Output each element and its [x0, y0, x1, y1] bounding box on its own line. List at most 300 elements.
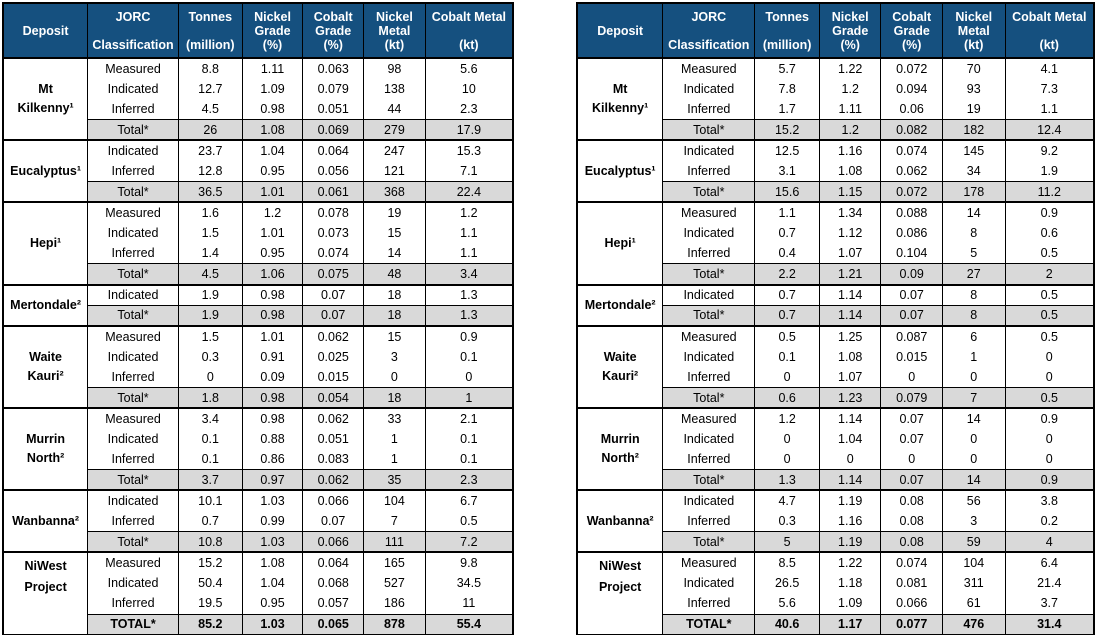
- value-cell: 0.104: [881, 243, 943, 264]
- col-header-title: Cobalt Grade: [892, 10, 932, 38]
- value-cell: 0: [1005, 429, 1094, 450]
- value-cell: 1.14: [819, 470, 881, 491]
- value-cell: 1.22: [819, 58, 881, 79]
- data-row: [3, 552, 513, 573]
- value-cell: 1.01: [242, 326, 303, 347]
- col-header-cobalt-grade: [303, 3, 364, 58]
- deposit-name-line: Waite: [603, 349, 637, 364]
- value-cell: 48: [364, 264, 426, 285]
- classification-cell: Indicated: [88, 285, 179, 306]
- col-header-wrap: [820, 4, 881, 57]
- value-cell: 1.11: [819, 99, 881, 120]
- deposit-cell: [577, 408, 663, 490]
- col-header-unit: (kt): [384, 38, 405, 52]
- col-header-title: Tonnes: [188, 10, 233, 24]
- value-cell: 0.5: [1005, 388, 1094, 409]
- classification-cell: Inferred: [663, 367, 755, 388]
- value-cell: 0.063: [303, 58, 364, 79]
- value-cell: 1.25: [819, 326, 881, 347]
- value-cell: 12.7: [178, 79, 242, 100]
- deposit-cell: [3, 140, 88, 202]
- value-cell: 1.08: [242, 120, 303, 141]
- value-cell: 0: [942, 429, 1005, 450]
- value-cell: 0.5: [755, 326, 820, 347]
- classification-cell: Inferred: [88, 367, 179, 388]
- data-row: [3, 202, 513, 223]
- value-cell: 12.8: [178, 161, 242, 182]
- value-cell: 182: [942, 120, 1005, 141]
- col-header-wrap: [943, 4, 1005, 57]
- deposit-cell: [577, 285, 663, 326]
- value-cell: 0.07: [303, 305, 364, 326]
- col-header-unit: (kt): [459, 38, 479, 52]
- classification-cell: Inferred: [88, 161, 179, 182]
- classification-cell: Indicated: [663, 285, 755, 306]
- value-cell: 19: [942, 99, 1005, 120]
- deposit-cell: [3, 552, 88, 634]
- value-cell: 0: [364, 367, 426, 388]
- value-cell: 0.7: [755, 223, 820, 244]
- value-cell: 7.1: [425, 161, 513, 182]
- value-cell: 27: [942, 264, 1005, 285]
- value-cell: 19.5: [178, 593, 242, 614]
- value-cell: 0.3: [755, 511, 820, 532]
- value-cell: 0.1: [425, 346, 513, 367]
- deposit-name-line: Kauri²: [602, 368, 639, 383]
- value-cell: 4.7: [755, 490, 820, 511]
- value-cell: 40.6: [755, 614, 820, 635]
- classification-cell: Total*: [88, 305, 179, 326]
- value-cell: 0.5: [1005, 285, 1094, 306]
- classification-cell: Indicated: [663, 573, 755, 594]
- col-header-title: Nickel Metal: [375, 10, 413, 38]
- value-cell: 1.03: [242, 532, 303, 553]
- value-cell: 0.072: [881, 182, 943, 203]
- classification-cell: Measured: [663, 58, 755, 79]
- value-cell: 15.3: [425, 140, 513, 161]
- deposit-cell: [3, 408, 88, 490]
- value-cell: 0.07: [881, 408, 943, 429]
- classification-cell: Inferred: [88, 99, 179, 120]
- value-cell: 8.8: [178, 58, 242, 79]
- value-cell: 31.4: [1005, 614, 1094, 635]
- value-cell: 476: [942, 614, 1005, 635]
- value-cell: 1.12: [819, 223, 881, 244]
- value-cell: 0.062: [303, 408, 364, 429]
- value-cell: 93: [942, 79, 1005, 100]
- value-cell: 165: [364, 552, 426, 573]
- classification-cell: Measured: [88, 202, 179, 223]
- classification-cell: Indicated: [663, 79, 755, 100]
- value-cell: 1.2: [755, 408, 820, 429]
- value-cell: 1.01: [242, 182, 303, 203]
- value-cell: 3.4: [425, 264, 513, 285]
- value-cell: 1.9: [178, 305, 242, 326]
- classification-cell: Measured: [88, 326, 179, 347]
- classification-cell: Inferred: [663, 449, 755, 470]
- value-cell: 1.1: [755, 202, 820, 223]
- classification-cell: Inferred: [663, 161, 755, 182]
- value-cell: 0: [755, 429, 820, 450]
- col-header-title: JORC: [115, 10, 151, 24]
- value-cell: 2.1: [425, 408, 513, 429]
- deposit-name-line: Project: [24, 579, 67, 594]
- value-cell: 0: [755, 449, 820, 470]
- value-cell: 0: [942, 449, 1005, 470]
- value-cell: 6.4: [1005, 552, 1094, 573]
- col-header-title: Nickel Metal: [955, 10, 993, 38]
- deposit-name-line: Wanbanna²: [586, 513, 654, 528]
- col-header-wrap: [88, 4, 178, 57]
- value-cell: 0.065: [303, 614, 364, 635]
- deposit-name-line: NiWest: [599, 559, 642, 574]
- col-header-nickel-metal: [364, 3, 426, 58]
- value-cell: 1.07: [819, 367, 881, 388]
- classification-cell: Total*: [88, 388, 179, 409]
- col-header-jorc-classification: [663, 3, 755, 58]
- value-cell: 0: [942, 367, 1005, 388]
- classification-cell: TOTAL*: [88, 614, 179, 635]
- value-cell: 6: [942, 326, 1005, 347]
- value-cell: 26: [178, 120, 242, 141]
- data-row: [3, 285, 513, 306]
- value-cell: 1.16: [819, 140, 881, 161]
- left-table-mount: [2, 2, 514, 635]
- classification-cell: Total*: [88, 264, 179, 285]
- value-cell: 0.91: [242, 346, 303, 367]
- col-header-wrap: [303, 4, 363, 57]
- value-cell: 0.072: [881, 58, 943, 79]
- value-cell: 0.07: [881, 305, 943, 326]
- value-cell: 11: [425, 593, 513, 614]
- data-row: [577, 490, 1094, 511]
- value-cell: 1.3: [755, 470, 820, 491]
- value-cell: 186: [364, 593, 426, 614]
- value-cell: 0.9: [1005, 408, 1094, 429]
- data-row: [577, 202, 1094, 223]
- col-header-unit: Classification: [668, 38, 750, 52]
- value-cell: 178: [942, 182, 1005, 203]
- col-header-wrap: [243, 4, 303, 57]
- deposit-name-line: Mertondale²: [10, 297, 81, 312]
- value-cell: 17.9: [425, 120, 513, 141]
- classification-cell: Indicated: [663, 429, 755, 450]
- value-cell: 22.4: [425, 182, 513, 203]
- classification-cell: Indicated: [663, 490, 755, 511]
- value-cell: 1.04: [242, 573, 303, 594]
- col-header-unit: (%): [262, 38, 283, 52]
- classification-cell: Total*: [663, 470, 755, 491]
- col-header-nickel-grade: [819, 3, 881, 58]
- classification-cell: Measured: [663, 552, 755, 573]
- value-cell: 0.3: [178, 346, 242, 367]
- deposit-name-line: Waite: [29, 349, 63, 364]
- col-header-unit: (million): [185, 38, 235, 52]
- deposit-name-line: Mt: [38, 82, 53, 97]
- value-cell: 0.087: [881, 326, 943, 347]
- value-cell: 1.09: [242, 79, 303, 100]
- col-header-title: JORC: [691, 10, 727, 24]
- classification-cell: Total*: [88, 120, 179, 141]
- classification-cell: TOTAL*: [663, 614, 755, 635]
- classification-cell: Measured: [663, 408, 755, 429]
- value-cell: 0: [755, 367, 820, 388]
- value-cell: 0.069: [303, 120, 364, 141]
- col-header-nickel-metal: [942, 3, 1005, 58]
- value-cell: 10: [425, 79, 513, 100]
- value-cell: 55.4: [425, 614, 513, 635]
- classification-cell: Total*: [663, 264, 755, 285]
- col-header-tonnes: [755, 3, 820, 58]
- value-cell: 145: [942, 140, 1005, 161]
- value-cell: 0.95: [242, 243, 303, 264]
- value-cell: 0.077: [881, 614, 943, 635]
- col-header-unit: (kt): [1039, 38, 1059, 52]
- deposit-cell: [3, 326, 88, 408]
- value-cell: 1.2: [819, 120, 881, 141]
- value-cell: 1.14: [819, 408, 881, 429]
- value-cell: 0.1: [178, 429, 242, 450]
- value-cell: 1.8: [178, 388, 242, 409]
- value-cell: 1.07: [819, 243, 881, 264]
- value-cell: 878: [364, 614, 426, 635]
- value-cell: 7: [364, 511, 426, 532]
- classification-cell: Inferred: [88, 243, 179, 264]
- classification-cell: Total*: [88, 532, 179, 553]
- classification-cell: Indicated: [663, 223, 755, 244]
- value-cell: 15.2: [755, 120, 820, 141]
- value-cell: 0.95: [242, 161, 303, 182]
- col-header-wrap: [881, 4, 942, 57]
- value-cell: 1.4: [178, 243, 242, 264]
- value-cell: 23.7: [178, 140, 242, 161]
- value-cell: 59: [942, 532, 1005, 553]
- value-cell: 0.9: [1005, 202, 1094, 223]
- col-header-title: Deposit: [22, 24, 69, 38]
- deposit-cell: [577, 490, 663, 552]
- value-cell: 5.7: [755, 58, 820, 79]
- col-header-title: Nickel Grade: [831, 10, 869, 38]
- value-cell: 0.054: [303, 388, 364, 409]
- value-cell: 0.064: [303, 552, 364, 573]
- value-cell: 4.5: [178, 264, 242, 285]
- value-cell: 1: [425, 388, 513, 409]
- classification-cell: Measured: [663, 202, 755, 223]
- col-header-title: Cobalt Metal: [1012, 10, 1087, 24]
- value-cell: 0.056: [303, 161, 364, 182]
- value-cell: 1.08: [819, 346, 881, 367]
- value-cell: 1.18: [819, 573, 881, 594]
- classification-cell: Total*: [88, 182, 179, 203]
- data-row: [577, 58, 1094, 79]
- classification-cell: Measured: [88, 58, 179, 79]
- deposit-name-line: Kauri²: [27, 368, 64, 383]
- col-header-wrap: [426, 4, 512, 57]
- value-cell: 85.2: [178, 614, 242, 635]
- value-cell: 0.062: [303, 326, 364, 347]
- value-cell: 1.15: [819, 182, 881, 203]
- value-cell: 0.6: [1005, 223, 1094, 244]
- deposit-name-line: Mertondale²: [584, 297, 656, 312]
- deposit-cell: [577, 58, 663, 140]
- value-cell: 1.08: [819, 161, 881, 182]
- value-cell: 8.5: [755, 552, 820, 573]
- value-cell: 0.4: [755, 243, 820, 264]
- value-cell: 0.066: [303, 490, 364, 511]
- value-cell: 0.98: [242, 388, 303, 409]
- value-cell: 0: [881, 367, 943, 388]
- deposit-cell: [577, 202, 663, 284]
- value-cell: 14: [364, 243, 426, 264]
- data-row: [577, 140, 1094, 161]
- value-cell: 0.9: [425, 326, 513, 347]
- value-cell: 0.7: [755, 305, 820, 326]
- value-cell: 1.03: [242, 490, 303, 511]
- value-cell: 0.7: [755, 285, 820, 306]
- value-cell: 1.23: [819, 388, 881, 409]
- deposit-cell: [3, 202, 88, 284]
- value-cell: 1.14: [819, 305, 881, 326]
- value-cell: 0.086: [881, 223, 943, 244]
- value-cell: 1: [942, 346, 1005, 367]
- value-cell: 12.4: [1005, 120, 1094, 141]
- value-cell: 7: [942, 388, 1005, 409]
- value-cell: 0: [1005, 449, 1094, 470]
- value-cell: 0.015: [303, 367, 364, 388]
- value-cell: 11.2: [1005, 182, 1094, 203]
- value-cell: 3: [364, 346, 426, 367]
- value-cell: 2.2: [755, 264, 820, 285]
- col-header-cobalt-metal: [1005, 3, 1094, 58]
- classification-cell: Indicated: [663, 140, 755, 161]
- classification-cell: Measured: [663, 326, 755, 347]
- value-cell: 138: [364, 79, 426, 100]
- value-cell: 0: [178, 367, 242, 388]
- value-cell: 1.3: [425, 285, 513, 306]
- value-cell: 3.8: [1005, 490, 1094, 511]
- value-cell: 0.99: [242, 511, 303, 532]
- classification-cell: Total*: [663, 532, 755, 553]
- classification-cell: Inferred: [88, 593, 179, 614]
- value-cell: 26.5: [755, 573, 820, 594]
- header-row: [3, 3, 513, 58]
- classification-cell: Total*: [663, 120, 755, 141]
- value-cell: 56: [942, 490, 1005, 511]
- classification-cell: Inferred: [88, 511, 179, 532]
- classification-cell: Indicated: [88, 346, 179, 367]
- value-cell: 5.6: [755, 593, 820, 614]
- deposit-cell: [3, 58, 88, 140]
- value-cell: 18: [364, 285, 426, 306]
- col-header-nickel-grade: [242, 3, 303, 58]
- value-cell: 6.7: [425, 490, 513, 511]
- col-header-title: Deposit: [597, 24, 644, 38]
- data-row: [577, 552, 1094, 573]
- value-cell: 70: [942, 58, 1005, 79]
- value-cell: 0.015: [881, 346, 943, 367]
- deposit-name-line: Wanbanna²: [12, 513, 80, 528]
- value-cell: 0.08: [881, 511, 943, 532]
- value-cell: 0.051: [303, 99, 364, 120]
- value-cell: 8: [942, 223, 1005, 244]
- value-cell: 1.04: [819, 429, 881, 450]
- value-cell: 3.7: [178, 470, 242, 491]
- value-cell: 1.2: [242, 202, 303, 223]
- col-header-unit: (kt): [964, 38, 984, 52]
- col-header-cobalt-grade: [881, 3, 943, 58]
- value-cell: 0.062: [303, 470, 364, 491]
- col-header-tonnes: [178, 3, 242, 58]
- value-cell: 0.083: [303, 449, 364, 470]
- value-cell: 98: [364, 58, 426, 79]
- deposit-name-line: Kilkenny¹: [592, 101, 649, 116]
- value-cell: 35: [364, 470, 426, 491]
- value-cell: 0.95: [242, 593, 303, 614]
- value-cell: 0.09: [242, 367, 303, 388]
- value-cell: 0.074: [881, 140, 943, 161]
- deposit-name-line: NiWest: [24, 559, 67, 574]
- deposit-name-line: Murrin: [600, 432, 640, 447]
- value-cell: 0.1: [755, 346, 820, 367]
- value-cell: 0: [881, 449, 943, 470]
- deposit-name-line: Eucalyptus¹: [584, 163, 656, 178]
- value-cell: 0.062: [881, 161, 943, 182]
- value-cell: 1: [364, 449, 426, 470]
- value-cell: 0.066: [303, 532, 364, 553]
- value-cell: 0.073: [303, 223, 364, 244]
- deposit-name-line: North²: [601, 451, 639, 466]
- value-cell: 14: [942, 470, 1005, 491]
- value-cell: 1.17: [819, 614, 881, 635]
- deposit-name-line: North²: [26, 451, 65, 466]
- value-cell: 7.8: [755, 79, 820, 100]
- col-header-wrap: [364, 4, 425, 57]
- deposit-name-line: Hepi¹: [29, 235, 62, 250]
- deposit-cell: [3, 285, 88, 326]
- value-cell: 0.079: [303, 79, 364, 100]
- value-cell: 0.2: [1005, 511, 1094, 532]
- value-cell: 14: [942, 202, 1005, 223]
- value-cell: 111: [364, 532, 426, 553]
- value-cell: 0: [425, 367, 513, 388]
- value-cell: 50.4: [178, 573, 242, 594]
- classification-cell: Total*: [88, 470, 179, 491]
- deposit-name-line: Kilkenny¹: [17, 101, 74, 116]
- value-cell: 12.5: [755, 140, 820, 161]
- col-header-title: Nickel Grade: [254, 10, 291, 38]
- col-header-wrap: [179, 4, 242, 57]
- deposit-cell: [577, 140, 663, 202]
- value-cell: 0.074: [303, 243, 364, 264]
- classification-cell: Indicated: [663, 346, 755, 367]
- value-cell: 0.07: [881, 429, 943, 450]
- data-row: [3, 490, 513, 511]
- col-header-title: Cobalt Metal: [431, 10, 507, 24]
- value-cell: 0.082: [881, 120, 943, 141]
- value-cell: 1.34: [819, 202, 881, 223]
- value-cell: 1.08: [242, 552, 303, 573]
- value-cell: 1.06: [242, 264, 303, 285]
- col-header-wrap: [1006, 4, 1093, 57]
- classification-cell: Measured: [88, 408, 179, 429]
- value-cell: 0.081: [881, 573, 943, 594]
- value-cell: 0.5: [1005, 326, 1094, 347]
- value-cell: 1.1: [425, 223, 513, 244]
- value-cell: 0: [1005, 367, 1094, 388]
- value-cell: 0.08: [881, 532, 943, 553]
- value-cell: 21.4: [1005, 573, 1094, 594]
- deposit-name-line: Hepi¹: [604, 235, 636, 250]
